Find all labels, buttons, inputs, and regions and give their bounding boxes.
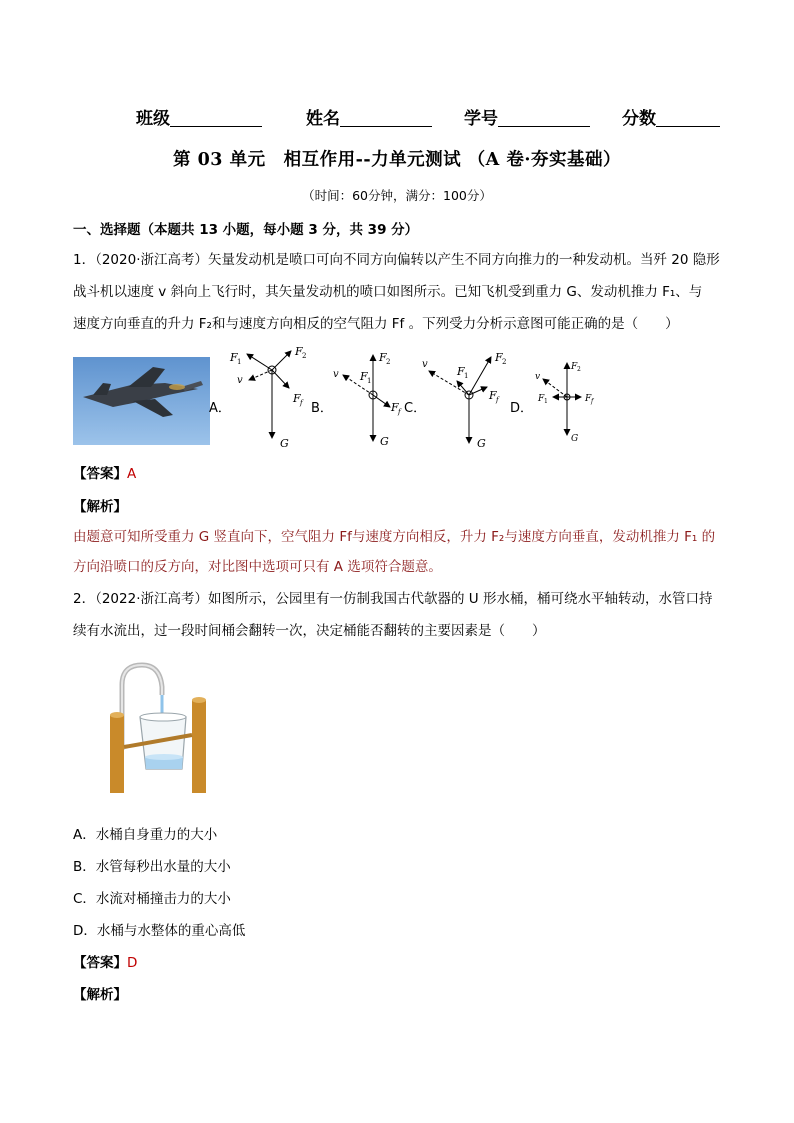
q2-answer-label: 【答案】 [73, 955, 127, 971]
q2-option-d[interactable]: D．水桶与水整体的重心高低 [73, 923, 246, 939]
name-field[interactable] [306, 104, 432, 129]
q1-analysis-label: 【解析】 [73, 499, 127, 515]
diagram-c[interactable] [422, 351, 506, 450]
question-1-line-1: 1．（2020·浙江高考）矢量发动机是喷口可向不同方向偏转以产生不同方向推力的一种发动机。当歼 20 隐形 [73, 252, 720, 268]
svg-text:F: F [495, 351, 503, 364]
svg-text:v: v [422, 359, 428, 370]
svg-text:f: f [496, 396, 499, 404]
question-2-line-2: 续有水流出，过一段时间桶会翻转一次，决定桶能否翻转的主要因素是（ ） [73, 623, 546, 639]
svg-text:1: 1 [544, 398, 548, 405]
q1-answer-label: 【答案】 [73, 466, 127, 482]
q2-option-a[interactable]: A．水桶自身重力的大小 [73, 827, 218, 843]
svg-text:f: f [398, 408, 401, 416]
svg-text:v: v [333, 369, 339, 380]
svg-text:F: F [230, 351, 238, 364]
q1-answer-value: A [127, 466, 137, 482]
question-1 [73, 244, 725, 340]
jet-photo [73, 357, 210, 445]
svg-text:2: 2 [577, 366, 581, 373]
svg-text:F: F [571, 362, 578, 372]
svg-text:G: G [477, 437, 486, 450]
class-label: 班级 [136, 109, 170, 129]
svg-text:G: G [280, 437, 289, 450]
name-label: 姓名 [306, 109, 340, 129]
question-1-line-3: 速度方向垂直的升力 F₂和与速度方向相反的空气阻力 Ff 。下列受力分析示意图可能正确的是（ ） [73, 316, 679, 332]
svg-text:F: F [391, 401, 399, 414]
question-2 [73, 583, 725, 647]
q2-option-b[interactable]: B．水管每秒出水量的大小 [73, 859, 231, 875]
section-heading: 一、选择题（本题共 13 小题，每小题 3 分，共 39 分） [73, 222, 419, 238]
svg-text:2: 2 [502, 358, 507, 366]
svg-text:1: 1 [367, 377, 372, 385]
svg-text:F: F [457, 365, 465, 378]
svg-text:F: F [360, 370, 368, 383]
svg-text:1: 1 [237, 358, 242, 366]
svg-text:f: f [300, 399, 303, 407]
svg-text:v: v [535, 372, 541, 382]
student-id-field[interactable] [464, 104, 590, 129]
option-d-label[interactable]: D． [510, 401, 534, 416]
option-b-label[interactable]: B． [311, 401, 333, 416]
student-id-label: 学号 [464, 109, 498, 129]
svg-text:f: f [591, 398, 594, 405]
svg-text:F: F [538, 394, 545, 404]
q2-answer-value: D [127, 955, 138, 971]
score-field[interactable] [622, 104, 720, 129]
q1-analysis [73, 522, 725, 582]
diagram-a[interactable] [229, 345, 306, 450]
q2-analysis-label: 【解析】 [73, 987, 127, 1003]
svg-text:2: 2 [302, 352, 307, 360]
diagram-b[interactable] [333, 351, 402, 448]
q2-answer [73, 951, 137, 971]
svg-text:2: 2 [386, 358, 391, 366]
svg-text:F: F [489, 389, 497, 402]
svg-text:v: v [237, 375, 243, 386]
option-a-label[interactable]: A． [209, 401, 231, 416]
force-diagrams [225, 345, 605, 455]
svg-text:F: F [585, 394, 592, 404]
svg-text:1: 1 [464, 372, 469, 380]
q2-option-c[interactable]: C．水流对桶撞击力的大小 [73, 891, 231, 907]
score-label: 分数 [622, 109, 656, 129]
svg-text:F: F [293, 392, 301, 405]
diagram-d[interactable] [535, 362, 595, 444]
page-subtitle: （时间：60分钟，满分：100分） [302, 188, 492, 203]
q1-analysis-line-1: 由题意可知所受重力 G 竖直向下，空气阻力 Ff与速度方向相反，升力 F₂与速度方向垂直，发动机推力 F₁ 的 [73, 529, 716, 545]
question-2-line-1: 2．（2022·浙江高考）如图所示，公园里有一仿制我国古代欹器的 U 形水桶，桶可绕水平轴转动，水管口持 [73, 591, 713, 607]
svg-text:G: G [571, 434, 579, 444]
q1-answer [73, 462, 136, 482]
question-1-line-2: 战斗机以速度 v 斜向上飞行时，其矢量发动机的喷口如图所示。已知飞机受到重力 G、发动机推力 F₁、与 [73, 284, 703, 300]
svg-text:F: F [295, 345, 303, 358]
svg-text:G: G [380, 435, 389, 448]
page-title: 第 03 单元 相互作用--力单元测试 （A 卷·夯实基础） [173, 150, 621, 170]
class-field[interactable] [136, 104, 262, 129]
option-c-label[interactable]: C． [404, 401, 427, 416]
bucket-illustration [100, 655, 215, 795]
q1-analysis-line-2: 方向沿喷口的反方向，对比图中选项可只有 A 选项符合题意。 [73, 559, 442, 575]
svg-text:F: F [379, 351, 387, 364]
